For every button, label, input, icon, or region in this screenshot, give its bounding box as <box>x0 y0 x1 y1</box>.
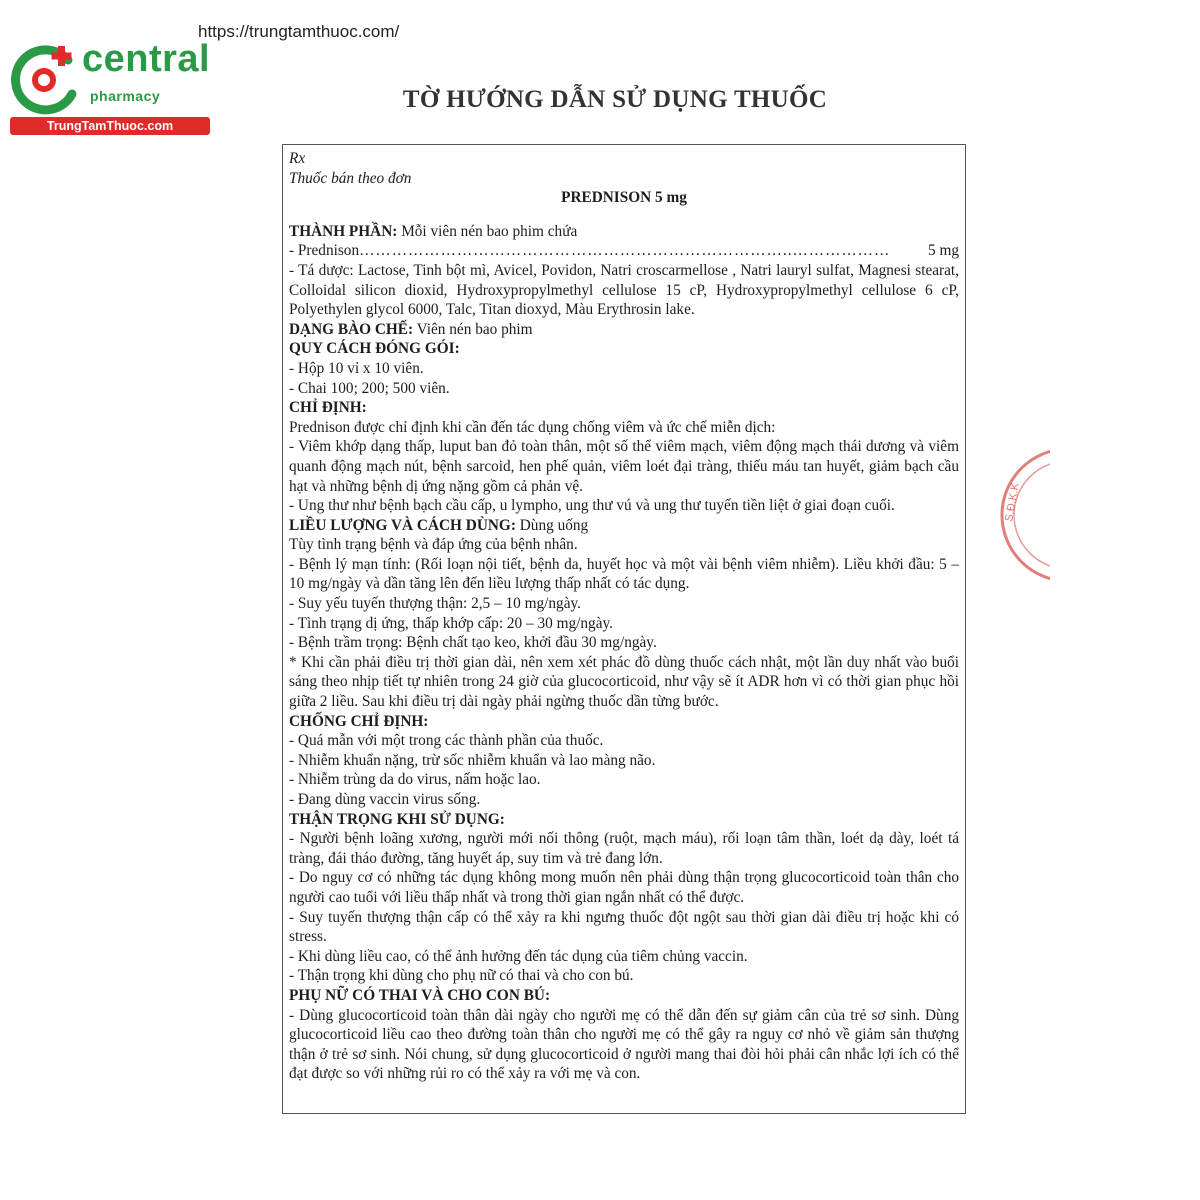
indications-heading: CHỈ ĐỊNH: <box>289 399 367 417</box>
pregnancy-heading: PHỤ NỮ CÓ THAI VÀ CHO CON BÚ: <box>289 986 551 1004</box>
indications-line: Prednison được chỉ định khi cần đến tác dụng chống viêm và ức chế miễn dịch: <box>289 418 776 436</box>
precautions-line: - Do nguy cơ có những tác dụng không mong muốn nên phải dùng thận trọng glucocorticoid toàn thân cho người cao tuổi với liều thấp nhất và trong thời gian ngắn nhất có thể được. <box>289 869 959 906</box>
contraindications-line: - Nhiễm trùng da do virus, nấm hoặc lao. <box>289 771 541 789</box>
leaflet-box <box>282 144 966 1114</box>
dosage-form-section <box>289 320 959 340</box>
contraindications-line: - Đang dùng vaccin virus sống. <box>289 791 481 808</box>
packaging-line: - Chai 100; 200; 500 viên. <box>289 379 450 397</box>
contraindications-heading: CHỐNG CHỈ ĐỊNH: <box>289 712 429 730</box>
page-title: TỜ HƯỚNG DẪN SỬ DỤNG THUỐC <box>402 86 828 113</box>
brand-subtitle: pharmacy <box>90 88 161 104</box>
dosage-line: - Bệnh lý mạn tính: (Rối loạn nội tiết, bệnh da, huyết học và một vài bệnh viêm nhiễm). Liều khởi đầu: 5 – 10 mg/ngày và dần tăng lên đến liều lượng thấp nhất có tác dụng. <box>289 555 959 593</box>
dosage-line: - Tình trạng dị ứng, thấp khớp cấp: 20 – 30 mg/ngày. <box>289 614 613 632</box>
brand-name: central <box>82 38 211 80</box>
dosage-route: Dùng uống <box>519 516 589 534</box>
active-ingredient-amount: 5 mg <box>927 242 959 260</box>
brand-site-badge: TrungTamThuoc.com <box>10 117 210 135</box>
rx-note: Thuốc bán theo đơn <box>289 169 412 187</box>
dosage-line: - Suy yếu tuyến thượng thận: 2,5 – 10 mg/ngày. <box>289 595 581 613</box>
contraindications-line: - Nhiễm khuẩn nặng, trừ sốc nhiễm khuẩn và lao màng não. <box>289 751 656 769</box>
composition-section <box>289 222 959 242</box>
composition-heading: THÀNH PHẦN: <box>289 222 398 240</box>
dosage-form-text: Viên nén bao phim <box>416 320 533 338</box>
packaging-heading: QUY CÁCH ĐÓNG GÓI: <box>289 340 460 358</box>
packaging-line: - Hộp 10 vỉ x 10 viên. <box>289 359 424 377</box>
precautions-line: - Người bệnh loãng xương, người mới nối thông (ruột, mạch máu), rối loạn tâm thần, loét dạ dày, loét tá tràng, đái tháo đường, tăng huyết áp, suy tim và trẻ đang lớn. <box>289 830 959 867</box>
dosage-line: - Bệnh trầm trọng: Bệnh chất tạo keo, khởi đầu 30 mg/ngày. <box>289 634 657 652</box>
active-ingredient-label: - Prednison <box>289 242 360 260</box>
precautions-heading: THẬN TRỌNG KHI SỬ DỤNG: <box>289 810 505 828</box>
dosage-line: * Khi cần phải điều trị thời gian dài, nên xem xét phác đồ dùng thuốc cách nhật, một lần duy nhất vào buổi sáng theo nhịp tiết tự nhiên trong 24 giờ của glucocorticoid, như vậy sẽ ít ADR hơn vì có thời gian phục hồi giữa 2 liều. Sau khi điều trị dài ngày phải ngừng thuốc dần từng bước. <box>289 653 959 711</box>
registration-stamp <box>990 440 1050 590</box>
precautions-line: - Thận trọng khi dùng cho phụ nữ có thai và cho con bú. <box>289 967 634 985</box>
active-ingredient-line <box>289 241 959 261</box>
dosage-section <box>289 516 959 536</box>
dosage-form-heading: DẠNG BÀO CHẾ: <box>289 320 414 338</box>
indications-line: - Viêm khớp dạng thấp, luput ban đỏ toàn thân, một số thể viêm mạch, viêm động mạch thái dương và viêm quanh động mạch nút, bệnh sarcoid, hen phế quản, viêm loét đại tràng, thiếu máu tan huyết, giảm bạch cầu hạt và những bệnh dị ứng nặng gồm cả phản vệ. <box>289 438 959 495</box>
precautions-line: - Khi dùng liều cao, có thể ảnh hưởng đến tác dụng của tiêm chủng vaccin. <box>289 947 748 965</box>
product-name: PREDNISON 5 mg <box>561 189 687 207</box>
rx-mark: Rx <box>289 150 306 167</box>
precautions-line: - Suy tuyến thượng thận cấp có thể xảy ra khi ngưng thuốc đột ngột sau thời gian dài điều trị hoặc khi có stress. <box>289 908 959 946</box>
dosage-heading: LIỀU LƯỢNG VÀ CÁCH DÙNG: <box>289 516 516 534</box>
excipients-text: - Tá dược: Lactose, Tinh bột mì, Avicel, Povidon, Natri croscarmellose , Natri lauryl sulfat, Magnesi stearat, Colloidal silicon dioxid, Hydroxypropylmethyl cellulose 15 cP, Hydroxypropylmethyl cellulose 6 cP, Polyethylen glycol 6000, Talc, Titan dioxyd, Màu Erythrosin lake. <box>289 261 959 319</box>
pregnancy-line: - Dùng glucocorticoid toàn thân dài ngày cho người mẹ có thể dẫn đến sự giảm cân của trẻ sơ sinh. Dùng glucocorticoid liều cao theo đường toàn thân cho người mẹ có thể gây ra nguy cơ nhỏ về giảm sản thượng thận ở trẻ sơ sinh. Nói chung, sử dụng glucocorticoid ở người mang thai đòi hỏi phải cân nhắc lợi ích có thể đạt được so với những rủi ro có thể xảy ra với mẹ và con. <box>289 1006 959 1083</box>
source-url: https://trungtamthuoc.com/ <box>198 22 400 41</box>
stamp-text: S.Đ.K.K <box>1003 481 1022 523</box>
dosage-line: Tùy tình trạng bệnh và đáp ứng của bệnh nhân. <box>289 536 578 554</box>
active-ingredient-dots: ……………………………………………………………………..……………… <box>359 242 891 260</box>
contraindications-line: - Quá mẫn với một trong các thành phần của thuốc. <box>289 732 604 750</box>
indications-line: - Ung thư như bệnh bạch cầu cấp, u lympho, ung thư vú và ung thư tuyến tiền liệt ở giai đoạn cuối. <box>289 497 895 515</box>
composition-intro: Mỗi viên nén bao phim chứa <box>401 222 578 240</box>
